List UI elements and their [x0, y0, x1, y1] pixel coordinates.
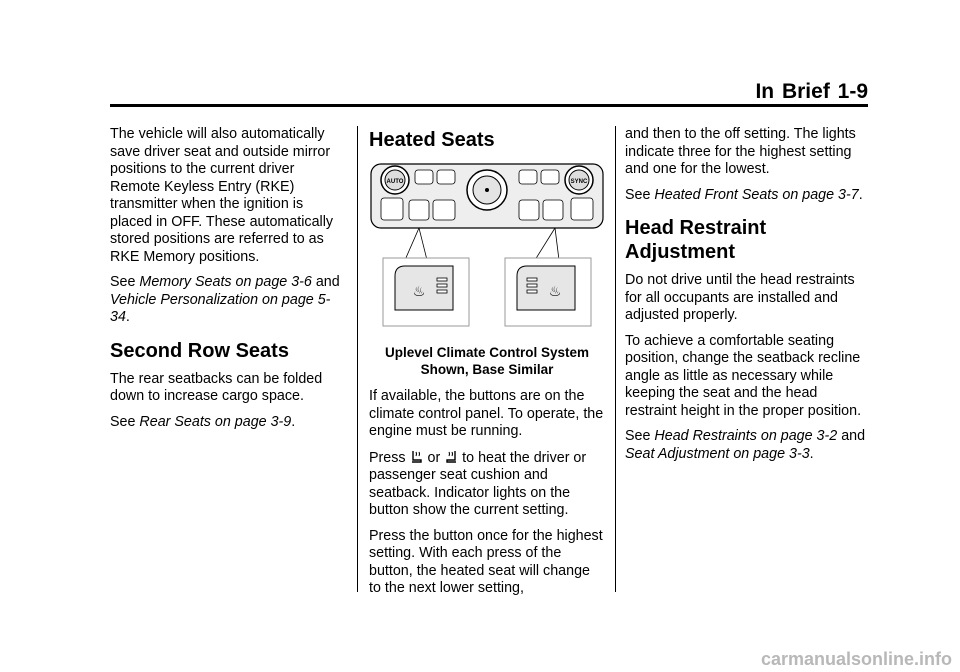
column-right	[625, 126, 869, 471]
link-memory-seats[interactable]: Memory Seats on page 3-6	[139, 274, 312, 290]
link-rear-seats[interactable]: Rear Seats on page 3-9	[139, 413, 292, 430]
driver-heated-seat-icon: ♨	[412, 284, 426, 300]
paragraph: To achieve a comfortable seating position, change the seatback recline angle as little as necessary while keeping the seat and the head restraint height in the proper position.	[625, 332, 862, 419]
heading-heated-seats: Heated Seats	[369, 129, 495, 151]
column-divider	[615, 126, 616, 592]
paragraph: Do not drive until the head restraints for all occupants are installed and adjusted properly.	[625, 272, 855, 323]
climate-control-figure	[369, 160, 605, 330]
link-vehicle-personalization[interactable]: Vehicle Personalization on page 5-34	[110, 291, 331, 325]
passenger-heated-seat-icon	[444, 449, 458, 464]
paragraph: The vehicle will also automatically save driver seat and outside mirror positions to the current driver Remote Keyless Entry (RKE) transmitter when the ignition is placed in OFF. These automatically stored positions are referred to as RKE Memory positions.	[110, 126, 334, 265]
passenger-heated-seat-icon: ♨	[548, 284, 562, 300]
heading-second-row-seats: Second Row Seats	[110, 339, 289, 362]
paragraph: Press or to heat the driver or passenger seat cushion and seatback. Indicator lights on the button show the current setting.	[369, 449, 587, 518]
driver-heated-seat-icon	[410, 449, 424, 464]
heading-head-restraint-adjustment: Head Restraint Adjustment	[625, 217, 767, 263]
link-heated-front-seats[interactable]: Heated Front Seats on page 3-7	[654, 186, 859, 203]
page-title: In Brief 1-9	[755, 80, 868, 103]
see-reference: See Heated Front Seats on page 3-7.	[625, 186, 863, 203]
page-header	[110, 78, 868, 107]
climate-panel-illustration	[369, 160, 605, 330]
link-head-restraints[interactable]: Head Restraints on page 3-2	[654, 428, 838, 444]
paragraph: and then to the off setting. The lights indicate three for the highest setting and one for the lowest.	[625, 126, 856, 177]
column-divider	[357, 126, 358, 592]
column-middle	[369, 126, 605, 606]
see-reference: See Memory Seats on page 3-6 and Vehicle Personalization on page 5-34.	[110, 274, 340, 325]
paragraph: Press the button once for the highest setting. With each press of the button, the heated seat will change to the next lower setting,	[369, 527, 603, 596]
link-seat-adjustment[interactable]: Seat Adjustment on page 3-3	[625, 445, 810, 462]
see-reference: See Head Restraints on page 3-2 and Seat Adjustment on page 3-3.	[625, 428, 866, 462]
column-left	[110, 126, 346, 439]
sync-button-label: SYNC	[570, 179, 588, 185]
see-reference: See Rear Seats on page 3-9.	[110, 413, 296, 430]
watermark: carmanualsonline.info	[760, 649, 952, 669]
auto-button-label: AUTO	[386, 179, 404, 185]
paragraph: If available, the buttons are on the climate control panel. To operate, the engine must be running.	[369, 388, 604, 439]
paragraph: The rear seatbacks can be folded down to increase cargo space.	[110, 370, 323, 404]
figure-caption: Uplevel Climate Control System Shown, Base Similar	[384, 345, 590, 377]
